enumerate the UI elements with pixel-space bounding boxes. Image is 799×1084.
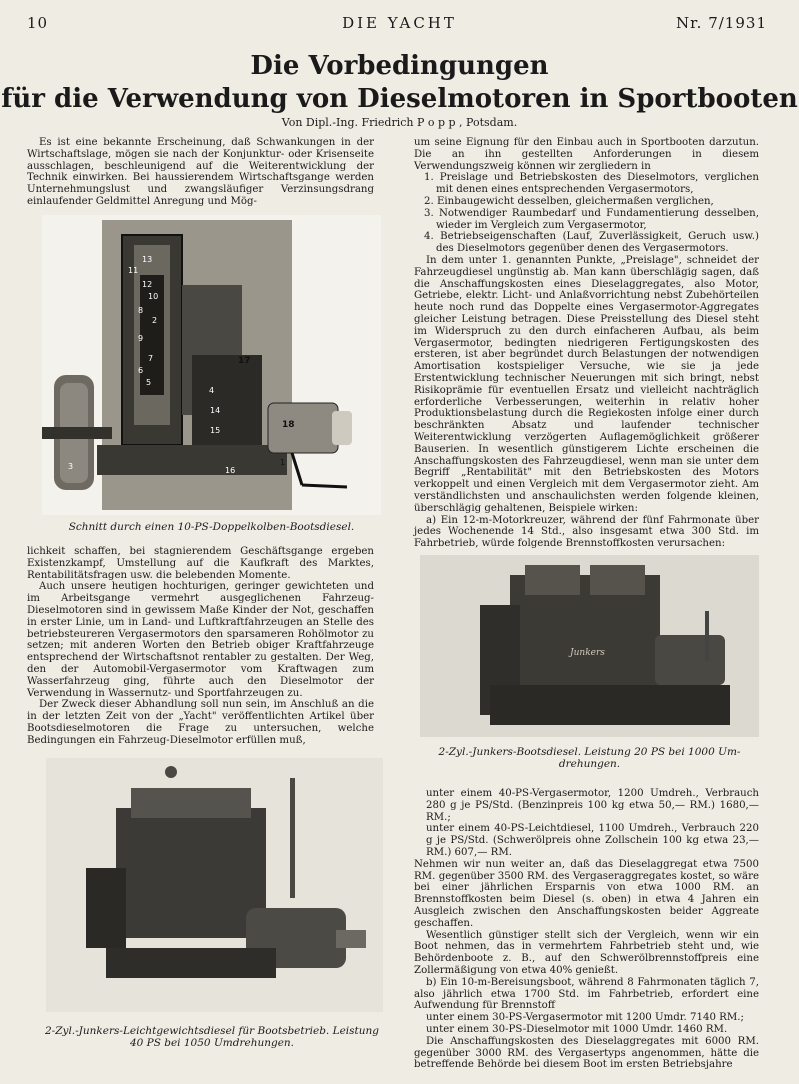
issue-number: Nr. 7/1931	[676, 14, 767, 32]
label-9: 9	[138, 334, 144, 343]
paragraph: Es ist eine bekannte Erscheinung, daß Schwankungen in der Wirtschaftslage, mögen sie nach der Konjunktur- oder Krisenseite ausschlagen, beschleunigend auf die Weiterentwicklung der Technik einwirken. Bei haussierendem Wirtschaftsgange werden Unternehmungslust und zwangsläufiger Verzinsungsdrang einlaufender Geldmittel Anregung und Mög-	[27, 137, 374, 207]
figure3-caption: 2-Zyl.-Junkers-Leichtgewichtsdiesel für Bootsbetrieb. Leistung 40 PS bei 1050 Umdrehungen.	[44, 1025, 379, 1049]
left-column-intro	[27, 137, 374, 208]
label-14: 14	[210, 406, 221, 415]
paragraph: lichkeit schaffen, bei stagnierendem Geschäftsgange ergeben Existenzkampf, Umstellung auf die Kaufkraft des Marktes, Rentabilitätsfragen usw. die belebenden Momente.	[27, 546, 374, 581]
label-18: 18	[282, 420, 295, 430]
light-diesel-photo	[46, 758, 383, 1012]
label-8: 8	[138, 306, 144, 315]
paragraph: Nehmen wir nun weiter an, daß das Dieselaggregat etwa 7500 RM. gegenüber 3500 RM. des Vergaseraggregates kostet, so wäre bei einer jährlichen Ersparnis von etwa 1000 RM. an Brennstoffkosten beim Diesel (s. oben) in etwa 4 Jahren ein Ausgleich zwischen den Anschaffungskosten beider Aggreate geschaffen.	[414, 858, 759, 929]
label-10: 10	[148, 292, 159, 301]
label-11: 11	[128, 266, 139, 275]
label-2: 2	[152, 316, 158, 325]
engine-section-figure	[42, 215, 381, 515]
right-column-bottom	[414, 788, 759, 1071]
magazine-name: DIE YACHT	[342, 14, 457, 32]
comparison-line: unter einem 30-PS-Dieselmotor mit 1000 Umdr. 1460 RM.	[426, 1023, 728, 1035]
comparison-line: unter einem 30-PS-Vergasermotor mit 1200 Umdr. 7140 RM.;	[426, 1012, 744, 1024]
label-12: 12	[142, 280, 153, 289]
comparison-line: unter einem 40-PS-Vergasermotor, 1200 Umdreh., Verbrauch 280 g je PS/Std. (Benzinpreis 100 kg etwa 50,— RM.) 1680,—RM.;	[426, 788, 759, 823]
label-5: 5	[146, 378, 152, 387]
paragraph: In dem unter 1. genannten Punkte, „Preislage", schneidet der Fahrzeugdiesel ungünstig ab. Man kann überschlägig sagen, daß die Anschaffungskosten eines Dieselaggregates, also Motor, Getriebe, elektr. Licht- und Anlaßvorrichtung nebst Zubehörteilen heute noch rund das Doppelte eines Vergasermotor-Aggregates gleicher Leistung betragen. Diese Preisstellung des Diesel steht im Widerspruch zu den durch einfacheren Aufbau, als beim Vergasermotor, bedingten niedrigeren Fertigungskosten des ersteren, ist aber begründet durch Belastungen der notwendigen Amortisation kostspieliger Versuche, wie sie ja jede Erstentwicklung technischer Neuerungen mit sich bringt, nebst Risikoprämie für eventuellen Ersatz und vielleicht nachträglich erforderliche Verbesserungen, weiterhin in relativ hoher Produktionsbelastung durch die Regiekosten infolge einer durch beschränkten Absatz und laufender technischer Weiterentwicklung verzögerten Auflagemöglichkeit größerer Bauserien. In wesentlich günstigerem Lichte erscheinen die Anschaffungskosten des Fahrzeugdiesel, wenn man sie unter dem Begriff „Rentabilität" mit den Betriebskosten des Motors verkoppelt und einen Vergleich mit dem Vergasermotor zieht. Am verständlichsten und anschaulichsten werden folgende kleinen, überschlägig gehaltenen, Beispiele wirken:	[414, 254, 759, 514]
paragraph: Wesentlich günstiger stellt sich der Vergleich, wenn wir ein Boot nehmen, das in vermehrtem Fahrbetrieb steht und, wie Behördenboote z. B., auf den Schwerölbrennstoffpreis eine Zollermäßigung von etwa 40% genießt.	[414, 929, 759, 976]
paragraph: Auch unsere heutigen hochturigen, geringer gewichteten und im Arbeitsgange vermehrt ausgeglichenen Fahrzeug-Dieselmotoren sind in gewissem Maße Kinder der Not, geschaffen in erster Linie, um in Land- und Luftkraftfahrzeugen an Stelle des betriebsteureren Vergasermotors den sparsameren Rohölmotor zu setzen; mit anderen Worten den Betrieb obiger Kraftfahrzeuge entsprechend der Wirtschaftsnot rentabler zu gestalten. Der Weg, den der Automobil-Vergasermotor vom Kraftwagen zum Wasserfahrzeug ging, führte auch den Dieselmotor der Verwendung in Wassernutz- und Sportfahrzeugen zu.	[27, 581, 374, 699]
article-title-line1: Die Vorbedingungen	[250, 51, 549, 81]
label-16: 16	[225, 466, 236, 475]
label-4: 4	[209, 386, 215, 395]
list-item: 2. Einbaugewicht desselben, gleichermaßen verglichen,	[424, 195, 714, 207]
label-17: 17	[238, 356, 251, 366]
engine-brand-label: Junkers	[570, 648, 605, 658]
page-number: 10	[27, 14, 49, 32]
label-6: 6	[138, 366, 144, 375]
paragraph: b) Ein 10-m-Bereisungsboot, während 8 Fahrmonaten täglich 7, also jährlich etwa 1700 Std. im Fahrbetrieb, erfordert eine Aufwendung für Brennstoff	[414, 976, 759, 1012]
figure1-caption: Schnitt durch einen 10-PS-Doppelkolben-Bootsdiesel.	[68, 521, 355, 533]
author-line: Von Dipl.-Ing. Friedrich P o p p , Potsdam.	[281, 116, 518, 129]
paragraph: a) Ein 12-m-Motorkreuzer, während der fünf Fahrmonate über jedes Wochenende 14 Std., also insgesamt etwa 300 Std. im Fahrbetrieb, würde folgende Brennstoffkosten verursachen:	[414, 514, 759, 550]
comparison-line: unter einem 40-PS-Leichtdiesel, 1100 Umdreh., Verbrauch 220 g je PS/Std. (Schwerölpreis ohne Zollschein 100 kg etwa 23,— RM.) 607,— RM.	[426, 823, 759, 858]
figure2-caption-line1: 2-Zyl.-Junkers-Bootsdiesel. Leistung 20 PS bei 1000 Um-	[438, 746, 741, 758]
paragraph: Die Anschaffungskosten des Dieselaggregates mit 6000 RM. gegenüber 3000 RM. des Vergasertyps angenommen, hätte die betreffende Behörde bei diesem Boot im ersten Betriebsjahre	[414, 1035, 759, 1071]
list-item: 1. Preislage und Betriebskosten des Dieselmotors, verglichen mit denen eines entsprechenden Vergasermotors,	[424, 172, 759, 196]
label-13: 13	[142, 255, 153, 264]
label-3: 3	[68, 462, 74, 471]
paragraph: um seine Eignung für den Einbau auch in Sportbooten darzutun. Die an ihn gestellten Anforderungen in diesem Verwendungszweig können wir zergliedern in	[414, 137, 759, 172]
label-7: 7	[148, 354, 154, 363]
label-15: 15	[210, 426, 221, 435]
label-1: 1	[280, 458, 286, 467]
list-item: 4. Betriebseigenschaften (Lauf, Zuverlässigkeit, Geruch usw.) des Dieselmotors gegenüber denen des Vergasermotors.	[424, 231, 759, 255]
paragraph: Der Zweck dieser Abhandlung soll nun sein, im Anschluß an die in der letzten Zeit von der „Yacht" veröffentlichten Artikel über Bootsdieselmotoren die Frage zu untersuchen, welche Bedingungen ein Fahrzeug-Dieselmotor erfüllen muß,	[27, 699, 374, 746]
right-column-top	[414, 137, 759, 550]
junkers-boat-diesel-photo	[420, 555, 759, 737]
left-column-body	[27, 546, 374, 747]
figure2-caption-line2: drehungen.	[558, 758, 621, 770]
article-title-line2: für die Verwendung von Dieselmotoren in Sportbooten	[1, 84, 798, 114]
list-item: 3. Notwendiger Raumbedarf und Fundamentierung desselben, wieder im Vergleich zum Vergasermotor,	[424, 207, 759, 231]
figure2-caption	[420, 746, 759, 770]
